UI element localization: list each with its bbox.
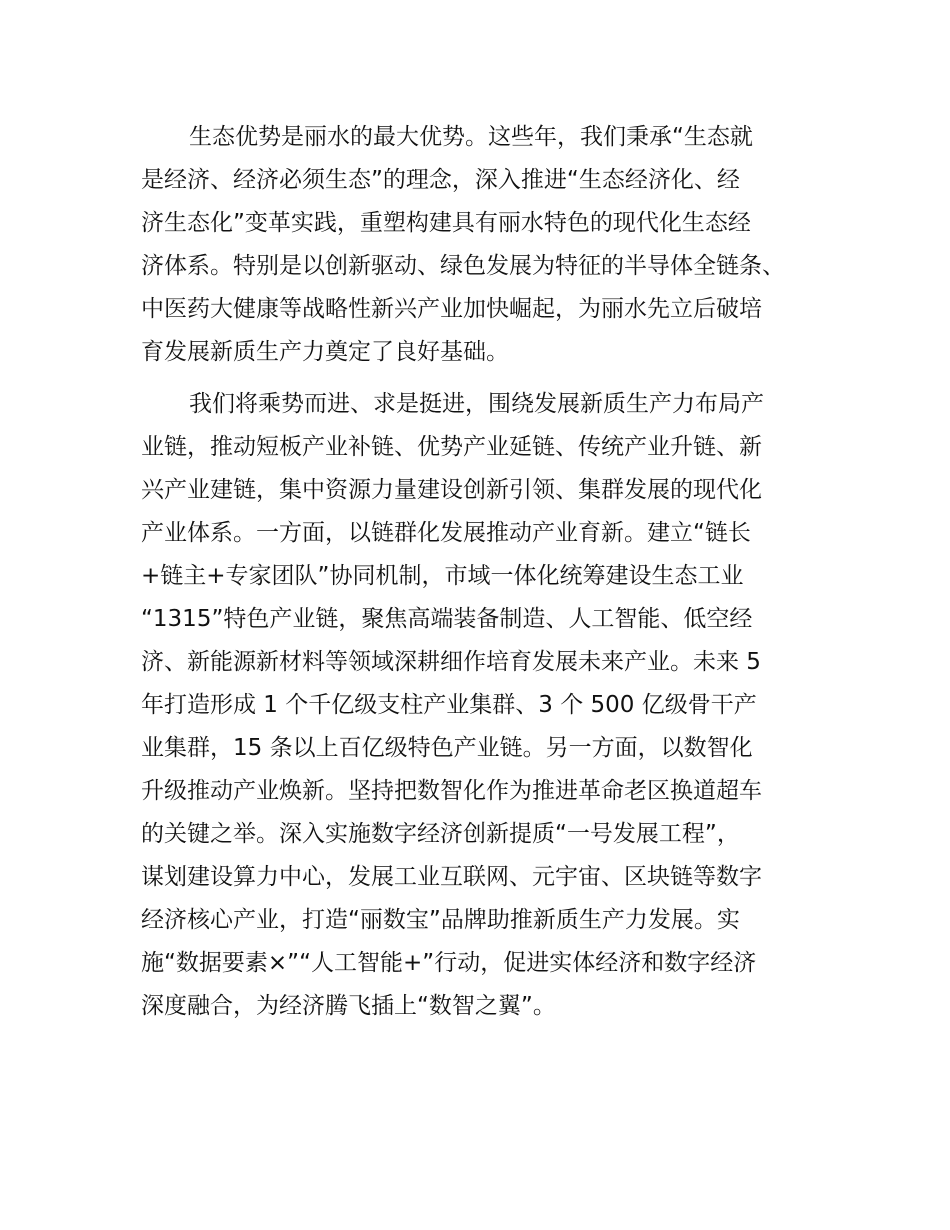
paragraph-line: 我们将乘势而进、求是挺进，围绕发展新质生产力布局产: [189, 391, 764, 417]
paragraph-spacer: [141, 374, 811, 383]
paragraph-line: “1315”特色产业链，聚焦高端装备制造、人工智能、低空经: [141, 606, 753, 632]
paragraph-line: 业集群，15 条以上百亿级特色产业链。另一方面，以数智化: [141, 735, 753, 761]
document-body: [141, 116, 811, 1028]
paragraph-line: 深度融合，为经济腾飞插上“数智之翼”。: [141, 993, 556, 1019]
paragraph-line: 产业体系。一方面，以链群化发展推动产业育新。建立“链长: [141, 520, 751, 546]
paragraph-line: 生态优势是丽水的最大优势。这些年，我们秉承“生态就: [189, 124, 753, 150]
paragraph-line: 经济核心产业，打造“丽数宝”品牌助推新质生产力发展。实: [141, 907, 740, 933]
paragraph-line: 升级推动产业焕新。坚持把数智化作为推进革命老区换道超车: [141, 778, 762, 804]
paragraph-line: 中医药大健康等战略性新兴产业加快崛起，为丽水先立后破培: [141, 296, 762, 322]
paragraph-line: 业链，推动短板产业补链、优势产业延链、传统产业升链、新: [141, 434, 762, 460]
paragraph-line: 济生态化”变革实践，重塑构建具有丽水特色的现代化生态经: [141, 210, 751, 236]
paragraph-line: 谋划建设算力中心，发展工业互联网、元宇宙、区块链等数字: [141, 864, 762, 890]
paragraph-line: 育发展新质生产力奠定了良好基础。: [141, 339, 509, 365]
paragraph-line: 兴产业建链，集中资源力量建设创新引领、集群发展的现代化: [141, 477, 762, 503]
paragraph-line: 是经济、经济必须生态”的理念，深入推进“生态经济化、经: [141, 167, 740, 193]
paragraph-2: [141, 383, 811, 1028]
paragraph-line: 年打造形成 1 个千亿级支柱产业集群、3 个 500 亿级骨干产: [141, 692, 757, 718]
paragraph-line: 的关键之举。深入实施数字经济创新提质“一号发展工程”，: [141, 821, 740, 847]
paragraph-line: 施“数据要素×”“人工智能+”行动，促进实体经济和数字经济: [141, 950, 757, 976]
paragraph-line: 济体系。特别是以创新驱动、绿色发展为特征的半导体全链条、: [141, 253, 785, 279]
paragraph-1: [141, 116, 811, 374]
paragraph-line: +链主+专家团队”协同机制，市域一体化统筹建设生态工业: [141, 563, 744, 589]
paragraph-line: 济、新能源新材料等领域深耕细作培育发展未来产业。未来 5: [141, 649, 761, 675]
